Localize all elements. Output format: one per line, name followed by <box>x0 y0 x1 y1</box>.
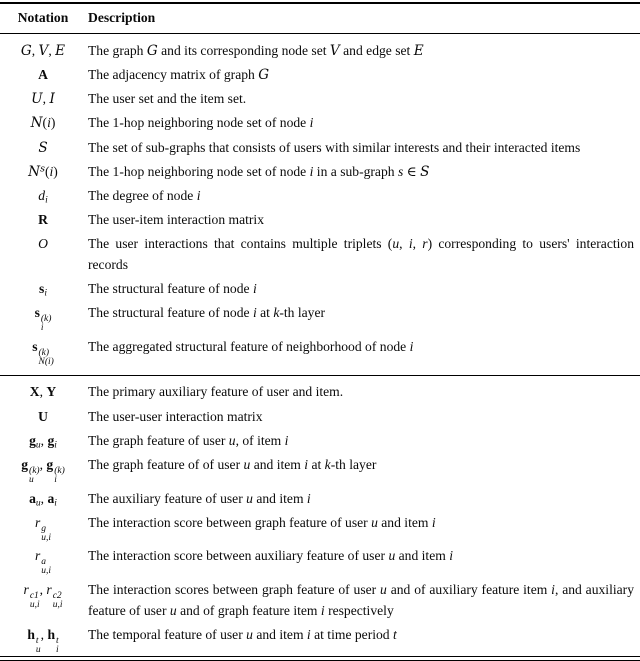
notation-cell: U <box>38 408 48 424</box>
table-row <box>0 545 640 579</box>
header-notation: Notation <box>17 10 69 26</box>
table-row <box>0 277 640 301</box>
description-cell: The user-user interaction matrix <box>88 408 263 424</box>
table-row <box>0 578 640 623</box>
description-cell: The 1-hop neighboring node set of node i in a sub-graph s ∈ S <box>88 163 430 180</box>
math-variable: i <box>409 338 414 354</box>
notation-cell: di <box>38 187 48 206</box>
notation-cell: si <box>39 281 47 299</box>
notation-cell: N(i) <box>30 115 56 132</box>
math-variable: u <box>243 456 251 472</box>
table-section-structural <box>0 34 640 375</box>
notation-cell: r a u,i <box>34 548 52 577</box>
math-variable: u <box>392 236 400 252</box>
description-cell: The interaction score between graph feature of user u and item i <box>88 514 436 530</box>
table-header-row <box>0 4 640 33</box>
notation-cell: O <box>38 236 48 252</box>
math-variable: r <box>422 236 428 252</box>
math-variable: i <box>309 115 314 131</box>
table-section-features <box>0 376 640 657</box>
description-cell: The aggregated structural feature of neighborhood of node i <box>88 338 414 354</box>
notation-cell: $N^s(i)$ <box>28 163 58 180</box>
description-cell: The graph G and its corresponding node set V and edge set E <box>88 42 424 59</box>
math-set-symbol: G <box>258 66 270 83</box>
table-row <box>0 63 640 87</box>
description-cell: The graph feature of of user u and item i at k-th layer <box>88 456 377 472</box>
math-variable: k <box>273 305 280 321</box>
math-variable: i <box>320 602 325 618</box>
math-variable: i <box>304 456 309 472</box>
description-cell: The set of sub-graphs that consists of users with similar interests and their interacted items <box>88 139 581 155</box>
description-cell: The structural feature of node i at k-th layer <box>88 305 326 321</box>
math-variable: i <box>196 187 201 203</box>
notation-cell: X, Y <box>29 384 57 400</box>
table-row <box>0 87 640 111</box>
math-variable: k <box>324 456 331 472</box>
math-variable: i <box>449 548 453 564</box>
table-row <box>0 184 640 208</box>
description-cell: The graph feature of user u, of item i <box>88 432 289 448</box>
notation-cell: gu, gi <box>29 432 57 451</box>
math-variable: i <box>431 514 436 530</box>
table-row <box>0 429 640 453</box>
math-variable: i <box>252 305 257 321</box>
notation-cell: r g u,i <box>34 514 52 543</box>
math-variable: i <box>551 581 555 597</box>
table-row <box>0 487 640 511</box>
math-set-symbol: V <box>329 42 340 59</box>
description-cell: The degree of node i <box>88 187 201 203</box>
description-cell: The auxiliary feature of user u and item i <box>88 490 311 506</box>
table-row <box>0 39 640 63</box>
notation-cell: s (k) i <box>34 305 52 334</box>
notation-cell: U, I <box>31 91 55 108</box>
table-row <box>0 453 640 487</box>
description-cell: The user-item interaction matrix <box>88 212 265 228</box>
notation-cell: h t u , h t i <box>27 626 59 655</box>
table-row <box>0 381 640 405</box>
math-variable: u <box>371 514 378 530</box>
math-variable: i <box>408 236 413 252</box>
header-description: Description <box>88 10 156 26</box>
description-cell: The primary auxiliary feature of user and item. <box>88 384 344 400</box>
description-cell: The adjacency matrix of graph G <box>88 66 270 83</box>
notation-cell: R <box>38 212 48 228</box>
math-set-symbol: G <box>146 42 158 59</box>
notation-cell: s (k) N(i) <box>32 338 54 367</box>
math-variable: i <box>306 490 311 506</box>
description-cell: The user interactions that contains multiple triplets (u, i, r) corresponding to users' interaction records <box>88 236 635 272</box>
math-variable: i <box>284 432 289 448</box>
description-cell: The interaction scores between graph feature of user u and of auxiliary feature item i, and auxiliary feature of user u and of graph feature item i respectively <box>88 581 634 618</box>
math-set-symbol: E <box>413 42 424 59</box>
notation-cell: g (k) u , g (k) i <box>21 456 65 485</box>
table-row <box>0 335 640 369</box>
math-variable: s <box>397 163 404 179</box>
notation-cell: G, V, E <box>20 42 66 59</box>
notation-cell: S <box>38 139 48 156</box>
math-set-symbol: S <box>420 163 430 180</box>
math-variable: u <box>246 490 253 506</box>
description-cell: The interaction score between auxiliary feature of user u and item i <box>88 548 453 564</box>
math-variable: i <box>309 163 314 179</box>
math-variable: i <box>306 626 311 642</box>
math-variable: u <box>228 432 236 448</box>
table-row <box>0 233 640 278</box>
notation-cell: A <box>38 66 48 82</box>
table-row <box>0 208 640 232</box>
table-row <box>0 405 640 429</box>
table-row <box>0 136 640 160</box>
math-variable: u <box>380 581 387 597</box>
description-cell: The user set and the item set. <box>88 91 247 107</box>
description-cell: The temporal feature of user u and item i at time period t <box>88 626 397 642</box>
table-row <box>0 623 640 657</box>
description-cell: The structural feature of node i <box>88 281 257 297</box>
table-row <box>0 160 640 184</box>
math-variable: u <box>246 626 253 642</box>
math-variable: i <box>252 281 257 297</box>
table-row <box>0 511 640 545</box>
table-row <box>0 301 640 335</box>
notation-cell: r c1 u,i , r c2 u,i <box>23 581 63 610</box>
description-cell: The 1-hop neighboring node set of node i <box>88 115 314 131</box>
notation-cell: au, ai <box>29 490 57 509</box>
bottom-rule <box>0 656 640 661</box>
math-variable: u <box>169 602 177 618</box>
table-row <box>0 112 640 136</box>
math-variable: u <box>388 548 396 564</box>
math-variable: t <box>393 626 397 642</box>
